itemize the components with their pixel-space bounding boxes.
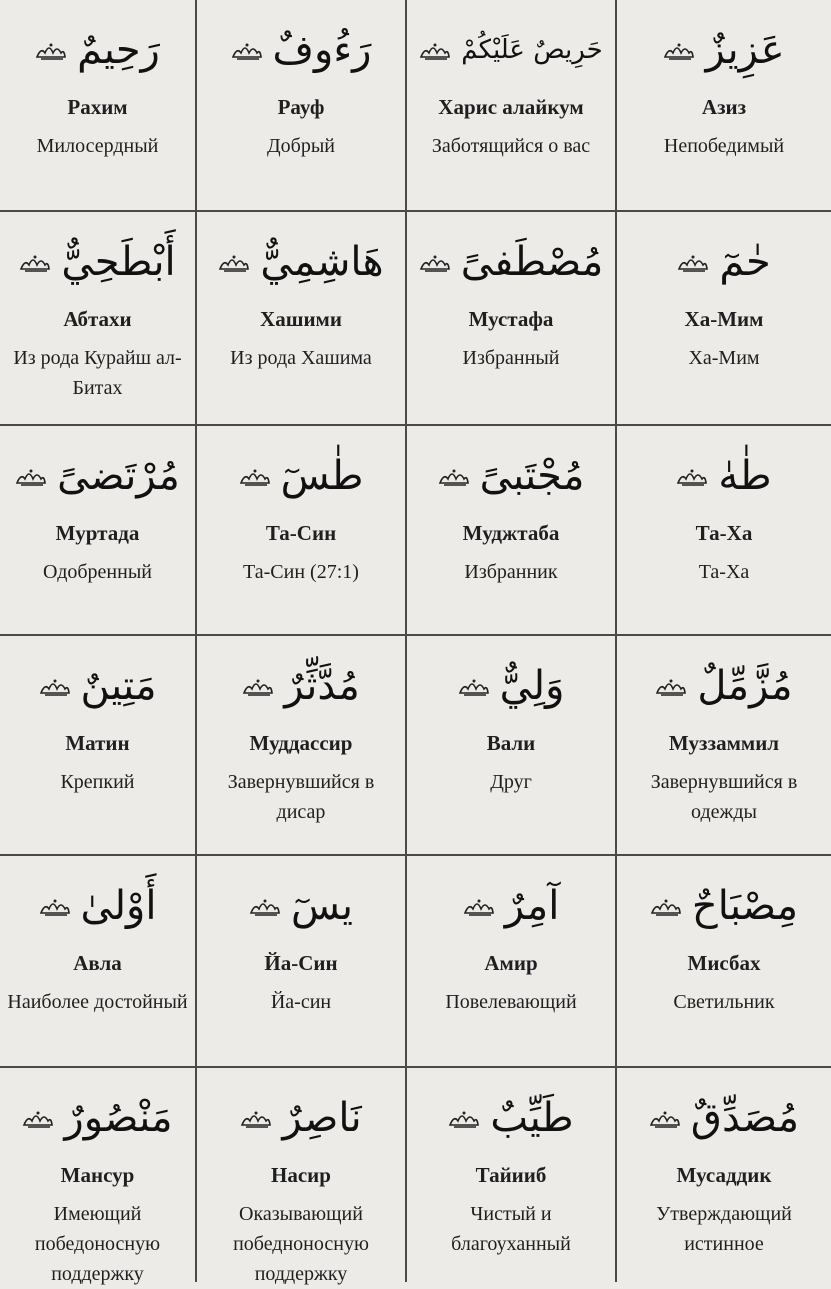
salawat-icon — [240, 1107, 272, 1129]
arabic-line — [407, 658, 615, 714]
transliteration: Муртада — [55, 521, 140, 545]
transliteration: Абтахи — [63, 307, 132, 331]
name-cell — [617, 212, 831, 426]
salawat-icon — [39, 675, 71, 697]
arabic-name: رَءُوفٌ — [272, 27, 372, 73]
arabic-name: مُجْتَبىً — [479, 453, 585, 499]
transliteration: Рауф — [277, 95, 325, 119]
translation: Чистый и благоуханный — [451, 1203, 571, 1255]
arabic-line — [617, 448, 831, 504]
arabic-line — [0, 878, 195, 934]
arabic-line — [617, 878, 831, 934]
translation: Светильник — [673, 991, 775, 1013]
name-cell — [617, 636, 831, 856]
name-cell — [407, 426, 617, 636]
name-cell — [197, 212, 407, 426]
name-cell — [617, 856, 831, 1068]
name-cell — [407, 856, 617, 1068]
name-cell — [0, 212, 197, 426]
arabic-name: عَزِيزٌ — [705, 27, 785, 73]
name-cell — [0, 426, 197, 636]
transliteration: Амир — [484, 951, 538, 975]
arabic-line — [617, 658, 831, 714]
arabic-name: مِصْبَاحٌ — [691, 883, 799, 929]
transliteration: Та-Ха — [695, 521, 753, 545]
salawat-icon — [463, 895, 495, 917]
transliteration: Азиз — [701, 95, 747, 119]
arabic-line — [0, 448, 195, 504]
translation: Та-Ха — [698, 561, 750, 583]
arabic-name: آمِرٌ — [504, 883, 560, 929]
salawat-icon — [231, 39, 263, 61]
arabic-name: رَحِيمٌ — [77, 27, 160, 73]
translation: Завернувшийся в дисар — [227, 771, 375, 823]
name-cell — [0, 636, 197, 856]
salawat-icon — [39, 895, 71, 917]
salawat-icon — [419, 251, 451, 273]
salawat-icon — [650, 895, 682, 917]
arabic-line — [0, 234, 195, 290]
arabic-line — [197, 22, 405, 78]
translation: Йа-син — [270, 991, 332, 1013]
transliteration: Мусаддик — [676, 1163, 772, 1187]
translation: Ха-Мим — [688, 347, 760, 369]
arabic-line — [197, 1090, 405, 1146]
translation: Непобедимый — [663, 135, 785, 157]
arabic-name: أَبْطَحِيٌّ — [61, 239, 176, 285]
arabic-line — [0, 658, 195, 714]
translation: Избранный — [462, 347, 560, 369]
arabic-name: حٰمٓ — [719, 239, 771, 285]
arabic-name: طَيِّبٌ — [490, 1095, 574, 1141]
arabic-line — [197, 448, 405, 504]
arabic-line — [407, 878, 615, 934]
arabic-line — [407, 448, 615, 504]
name-cell — [197, 636, 407, 856]
translation: Из рода Хашима — [230, 347, 372, 369]
arabic-line — [0, 22, 195, 78]
translation: Та-Син (27:1) — [243, 561, 359, 583]
translation: Крепкий — [60, 771, 135, 793]
transliteration: Та-Син — [265, 521, 337, 545]
name-cell — [0, 856, 197, 1068]
arabic-name: نَاصِرٌ — [282, 1095, 362, 1141]
transliteration: Хашими — [260, 307, 342, 331]
arabic-name: مُصْطَفىً — [460, 239, 604, 285]
translation: Имеющий победоносную поддержку — [34, 1203, 161, 1285]
translation: Добрый — [267, 135, 335, 157]
arabic-name: مُصَدِّقٌ — [690, 1095, 800, 1141]
arabic-name: طٰهٰ — [718, 453, 772, 499]
arabic-line — [407, 234, 615, 290]
salawat-icon — [22, 1107, 54, 1129]
transliteration: Муззаммил — [668, 731, 780, 755]
arabic-line — [617, 1090, 831, 1146]
salawat-icon — [35, 39, 67, 61]
salawat-icon — [419, 39, 451, 61]
name-cell — [0, 1068, 197, 1285]
name-cell — [617, 426, 831, 636]
translation: Избранник — [464, 561, 558, 583]
arabic-line — [617, 22, 831, 78]
salawat-icon — [663, 39, 695, 61]
arabic-name: يسٓ — [290, 883, 354, 929]
arabic-name: حَرِيصٌ عَلَيْكُمْ — [461, 35, 603, 65]
salawat-icon — [15, 465, 47, 487]
arabic-line — [407, 1090, 615, 1146]
salawat-icon — [438, 465, 470, 487]
transliteration: Насир — [271, 1163, 331, 1187]
transliteration: Матин — [65, 731, 130, 755]
name-cell — [197, 0, 407, 212]
translation: Повелевающий — [445, 991, 577, 1013]
translation: Утверждающий истинное — [656, 1203, 792, 1255]
arabic-name: مَتِينٌ — [80, 663, 157, 709]
arabic-name: طٰسٓ — [280, 453, 364, 499]
name-cell — [617, 1068, 831, 1282]
arabic-name: مُزَّمِّلٌ — [697, 663, 793, 709]
transliteration: Мисбах — [687, 951, 761, 975]
arabic-line — [197, 658, 405, 714]
name-cell — [617, 0, 831, 212]
salawat-icon — [649, 1107, 681, 1129]
arabic-line — [197, 878, 405, 934]
salawat-icon — [218, 251, 250, 273]
translation: Заботящийся о вас — [431, 135, 591, 157]
name-cell — [197, 426, 407, 636]
name-cell — [0, 0, 197, 212]
translation: Завернувшийся в одежды — [650, 771, 798, 823]
name-cell — [197, 856, 407, 1068]
arabic-line — [0, 1090, 195, 1146]
translation: Милосердный — [36, 135, 159, 157]
arabic-name: وَلِيٌّ — [499, 663, 565, 709]
translation: Одобренный — [43, 561, 152, 583]
transliteration: Харис алайкум — [438, 95, 584, 119]
salawat-icon — [249, 895, 281, 917]
translation: Оказывающий победноносную поддержку — [233, 1203, 369, 1285]
transliteration: Йа-Син — [264, 951, 338, 975]
translation: Из рода Курайш ал-Битах — [13, 347, 182, 399]
transliteration: Вали — [486, 731, 536, 755]
arabic-name: مُرْتَضىً — [57, 453, 180, 499]
arabic-name: مُدَّثِّرٌ — [284, 663, 360, 709]
name-cell — [197, 1068, 407, 1285]
arabic-name: أَوْلىٰ — [80, 883, 157, 929]
salawat-icon — [448, 1107, 480, 1129]
arabic-line — [407, 22, 615, 78]
salawat-icon — [242, 675, 274, 697]
transliteration: Мустафа — [468, 307, 554, 331]
name-cell — [407, 212, 617, 426]
arabic-line — [617, 234, 831, 290]
arabic-line — [197, 234, 405, 290]
name-cell — [407, 1068, 617, 1282]
transliteration: Мансур — [60, 1163, 135, 1187]
salawat-icon — [239, 465, 271, 487]
salawat-icon — [655, 675, 687, 697]
transliteration: Рахим — [67, 95, 128, 119]
transliteration: Авла — [73, 951, 122, 975]
transliteration: Ха-Мим — [684, 307, 764, 331]
transliteration: Тайииб — [475, 1163, 547, 1187]
arabic-name: مَنْصُورٌ — [64, 1095, 173, 1141]
salawat-icon — [19, 251, 51, 273]
salawat-icon — [677, 251, 709, 273]
translation: Наиболее достойный — [7, 991, 188, 1013]
salawat-icon — [676, 465, 708, 487]
translation: Друг — [490, 771, 532, 793]
name-cell — [407, 0, 617, 212]
transliteration: Муджтаба — [462, 521, 560, 545]
name-cell — [407, 636, 617, 856]
transliteration: Муддассир — [249, 731, 353, 755]
arabic-name: هَاشِمِيٌّ — [260, 239, 384, 285]
salawat-icon — [458, 675, 490, 697]
